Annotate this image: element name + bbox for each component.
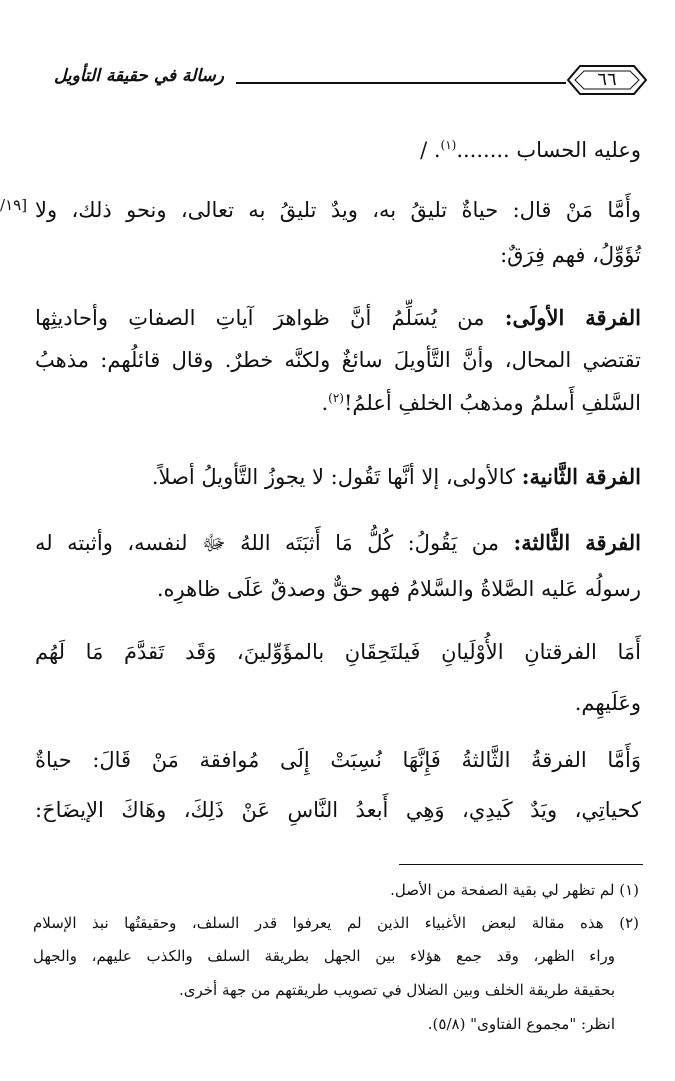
footnote-2-line-4: انظر: "مجموع الفتاوى" (٥/٨). <box>427 1015 615 1033</box>
page-number: ٦٦ <box>597 69 617 90</box>
first-group-heading: الفرقة الأولَى: <box>504 305 641 330</box>
footnote-2-line-2: وراء الظهر، وقد جمع هؤلاء بين الجهل بطريقة السلف والكذب عليهم، والجهل <box>33 947 615 965</box>
footnote-2-line-1: (٢) هذه مقالة لبعض الأغبياء الذين لم يعرفوا قدر السلف، وحقيقتُها نبذ الإسلام <box>33 914 639 932</box>
text-line-12: وَأَمَّا الفرقةُ الثَّالثةُ فَإِنَّهَا نُسِبَتْ إِلَى مُوافقة مَنْ قَالَ: حياةٌ <box>35 748 641 772</box>
text-line-9: رسولُه عَليه الصَّلاةُ والسَّلامُ فهو حقٌّ وصدقٌ عَلَى ظاهرِه. <box>156 577 641 601</box>
line-4-text: من يُسَلِّمُ أنَّ ظواهرَ آياتِ الصفاتِ وأحاديثِها <box>35 306 505 330</box>
line-1-end: . / <box>420 138 441 162</box>
footnote-2-line-3: بحقيقة طريقة الخلف وبين الضلال في تصويب طريقتهم من جهة أخرى. <box>179 981 615 999</box>
text-line-7 <box>35 462 641 492</box>
text-line-4 <box>35 303 641 333</box>
page-header <box>36 60 648 100</box>
text-line-5: تقتضي المحال، وأنَّ التَّأويلَ سائغٌ ولكنَّه خطرٌ. وقال قائلُهم: مذهبُ <box>35 348 641 372</box>
text-line-1 <box>35 135 641 165</box>
line-7-text: كالأولى، إلا أنَّها تَقُول: لا يجوزُ التَّأويلُ أصلاً. <box>151 465 522 489</box>
footnote-mark-1: (١) <box>440 138 457 152</box>
line-8-text: من يَقُولُ: كُلُّ مَا أَثبَتَه اللهُ ﷻ لنفسه، وأثبته له <box>35 531 514 555</box>
text-line-2: وأَمَّا مَنْ قال: حياةٌ تليقُ به، ويدٌ تليقُ به تعالى، ونحو ذلك، ولا <box>35 198 641 222</box>
page-number-badge <box>566 63 648 97</box>
text-line-6 <box>35 388 641 418</box>
line-6-end: . <box>321 391 329 415</box>
text-line-8 <box>35 528 641 558</box>
footnote-mark-2: (٢) <box>328 391 344 405</box>
line-1-text: وعليه الحساب ........ <box>456 138 641 162</box>
running-title: رسالة في حقيقة التأويل <box>54 66 224 86</box>
header-rule <box>236 82 566 84</box>
text-line-10: أَمَا الفرقتانِ الأُوْلَيانِ فَيلتَحِقَانِ بالمؤَوِّلينَ، وَقَد تَقدَّمَ مَا لَهُم <box>35 640 641 664</box>
text-line-3: تُؤَوِّلُ، فهم فِرَقٌ: <box>500 243 641 267</box>
third-group-heading: الفرقة الثَّالثة: <box>513 530 641 555</box>
text-line-13: كحياتِي، ويَدٌ كَيدِي، وَهِي أَبعدُ النَّاسِ عَنْ ذَلِكَ، وهَاكَ الإيضَاحَ: <box>35 798 641 822</box>
second-group-heading: الفرقة الثَّانية: <box>521 464 641 489</box>
margin-reference: /١٩] <box>0 196 28 214</box>
footnote-separator <box>399 864 643 865</box>
line-6-text: السَّلفِ أَسلمُ ومذهبُ الخلفِ أعلمُ! <box>343 391 641 415</box>
text-line-11: وعَلَيهِم. <box>574 691 641 715</box>
footnote-1: (١) لم تظهر لي بقية الصفحة من الأصل. <box>390 881 639 899</box>
